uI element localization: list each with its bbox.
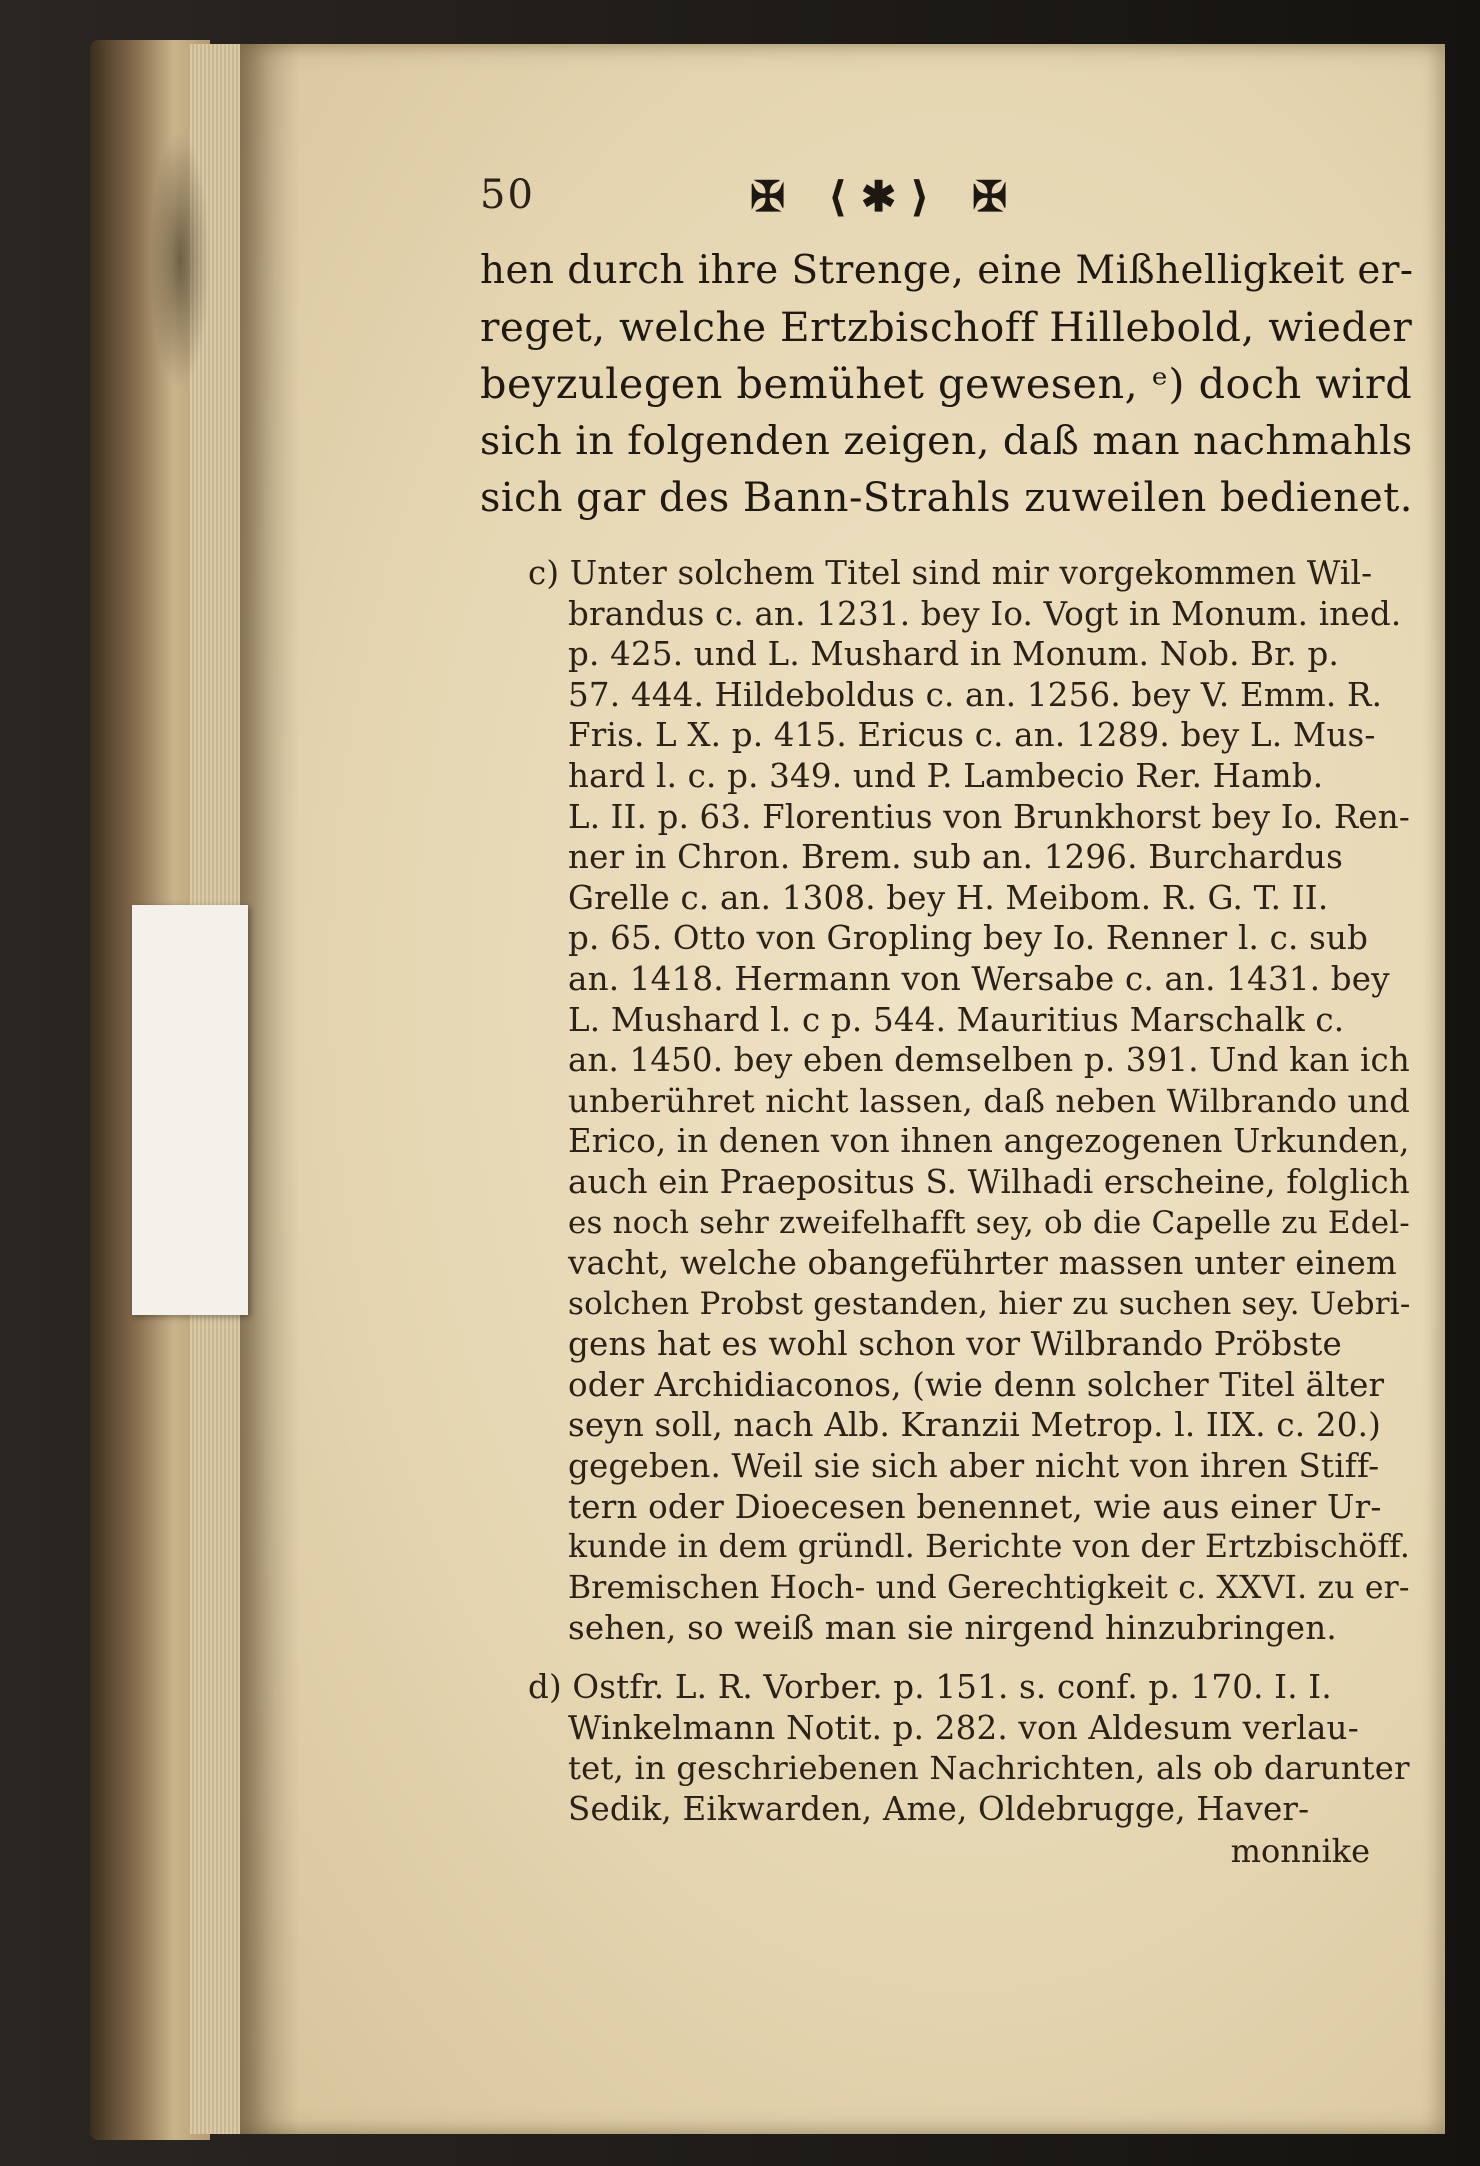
main-text-line: hen durch ihre Strenge, eine Mißhelligkeit er- xyxy=(480,248,1414,293)
footnote-line: Winkelmann Notit. p. 282. von Aldesum verlau- xyxy=(568,1708,1359,1747)
footnote-line: an. 1450. bey eben demselben p. 391. Und kan ich xyxy=(568,1041,1410,1080)
footnote-line: Fris. L X. p. 415. Ericus c. an. 1289. bey L. Mus- xyxy=(568,716,1376,755)
footnote-line: Erico, in denen von ihnen angezogenen Urkunden, xyxy=(568,1122,1410,1161)
footnote-line: tern oder Dioecesen benennet, wie aus einer Ur- xyxy=(568,1487,1382,1526)
footnote-line: L. Mushard l. c p. 544. Mauritius Marschalk c. xyxy=(568,1000,1345,1039)
page-header xyxy=(480,172,1410,242)
paper-bookmark xyxy=(132,905,248,1315)
footnote-line: seyn soll, nach Alb. Kranzii Metrop. l. IIX. c. 20.) xyxy=(568,1406,1381,1445)
main-text-line: beyzulegen bemühet gewesen, ᵉ) doch wird xyxy=(480,360,1413,408)
main-text-line: sich gar des Bann-Strahls zuweilen bedienet. xyxy=(480,475,1413,521)
main-text-line: sich in folgenden zeigen, daß man nachmahls xyxy=(480,418,1413,464)
ink-stain xyxy=(150,130,210,390)
gutter-shadow xyxy=(240,44,300,2134)
footnote-line: es noch sehr zweifelhafft sey, ob die Capelle zu Edel- xyxy=(568,1204,1410,1241)
footnote-line: Bremischen Hoch- und Gerechtigkeit c. XXVI. zu er- xyxy=(568,1569,1410,1606)
footnote-line: kunde in dem gründl. Berichte von der Ertzbischöff. xyxy=(568,1529,1411,1566)
main-text-line: reget, welche Ertzbischoff Hillebold, wieder xyxy=(480,303,1413,351)
footnote-c xyxy=(480,553,1410,1649)
footnote-line: ner in Chron. Brem. sub an. 1296. Burchardus xyxy=(568,838,1344,877)
header-ornament: ✠ ⟨✱⟩ ✠ xyxy=(750,172,1022,221)
footnote-line: oder Archidiaconos, (wie denn solcher Titel älter xyxy=(568,1365,1385,1404)
footnote-line: unberühret nicht lassen, daß neben Wilbrando und xyxy=(568,1081,1411,1120)
footnote-line: tet, in geschriebenen Nachrichten, als ob darunter xyxy=(568,1749,1410,1788)
footnote-line: solchen Probst gestanden, hier zu suchen sey. Uebri- xyxy=(568,1285,1411,1322)
footnote-line: an. 1418. Hermann von Wersabe c. an. 1431. bey xyxy=(568,959,1390,998)
footnote-line: d) Ostfr. L. R. Vorber. p. 151. s. conf. p. 170. I. I. xyxy=(528,1668,1332,1707)
footnote-line: sehen, so weiß man sie nirgend hinzubringen. xyxy=(568,1609,1337,1648)
page-content xyxy=(480,172,1414,1871)
catchword: monnike xyxy=(1230,1832,1370,1871)
footnote-line: p. 425. und L. Mushard in Monum. Nob. Br. p. xyxy=(568,635,1340,674)
footnote-line: gens hat es wohl schon vor Wilbrando Pröbste xyxy=(568,1325,1342,1364)
footnote-line: gegeben. Weil sie sich aber nicht von ihren Stiff- xyxy=(568,1447,1380,1486)
footnote-line: brandus c. an. 1231. bey Io. Vogt in Monum. ined. xyxy=(568,594,1402,633)
footnote-line: L. II. p. 63. Florentius von Brunkhorst bey Io. Ren- xyxy=(568,797,1410,836)
footnote-line: p. 65. Otto von Gropling bey Io. Renner l. c. sub xyxy=(568,919,1369,958)
footnote-gap xyxy=(480,1649,1410,1667)
footnote-line: c) Unter solchem Titel sind mir vorgekommen Wil- xyxy=(528,554,1373,592)
footnote-line: auch ein Praepositus S. Wilhadi erscheine, folglich xyxy=(568,1162,1410,1201)
footnote-line: 57. 444. Hildeboldus c. an. 1256. bey V. Emm. R. xyxy=(568,675,1383,714)
footnote-line: hard l. c. p. 349. und P. Lambecio Rer. Hamb. xyxy=(568,756,1324,795)
footnote-line: Grelle c. an. 1308. bey H. Meibom. R. G. T. II. xyxy=(568,878,1329,917)
footnote-line: Sedik, Eikwarden, Ame, Oldebrugge, Haver- xyxy=(568,1789,1310,1828)
footnote-line: vacht, welche obangeführter massen unter einem xyxy=(568,1244,1397,1283)
page-number: 50 xyxy=(480,172,535,218)
footnote-d xyxy=(480,1667,1410,1829)
main-text-block xyxy=(480,242,1414,527)
